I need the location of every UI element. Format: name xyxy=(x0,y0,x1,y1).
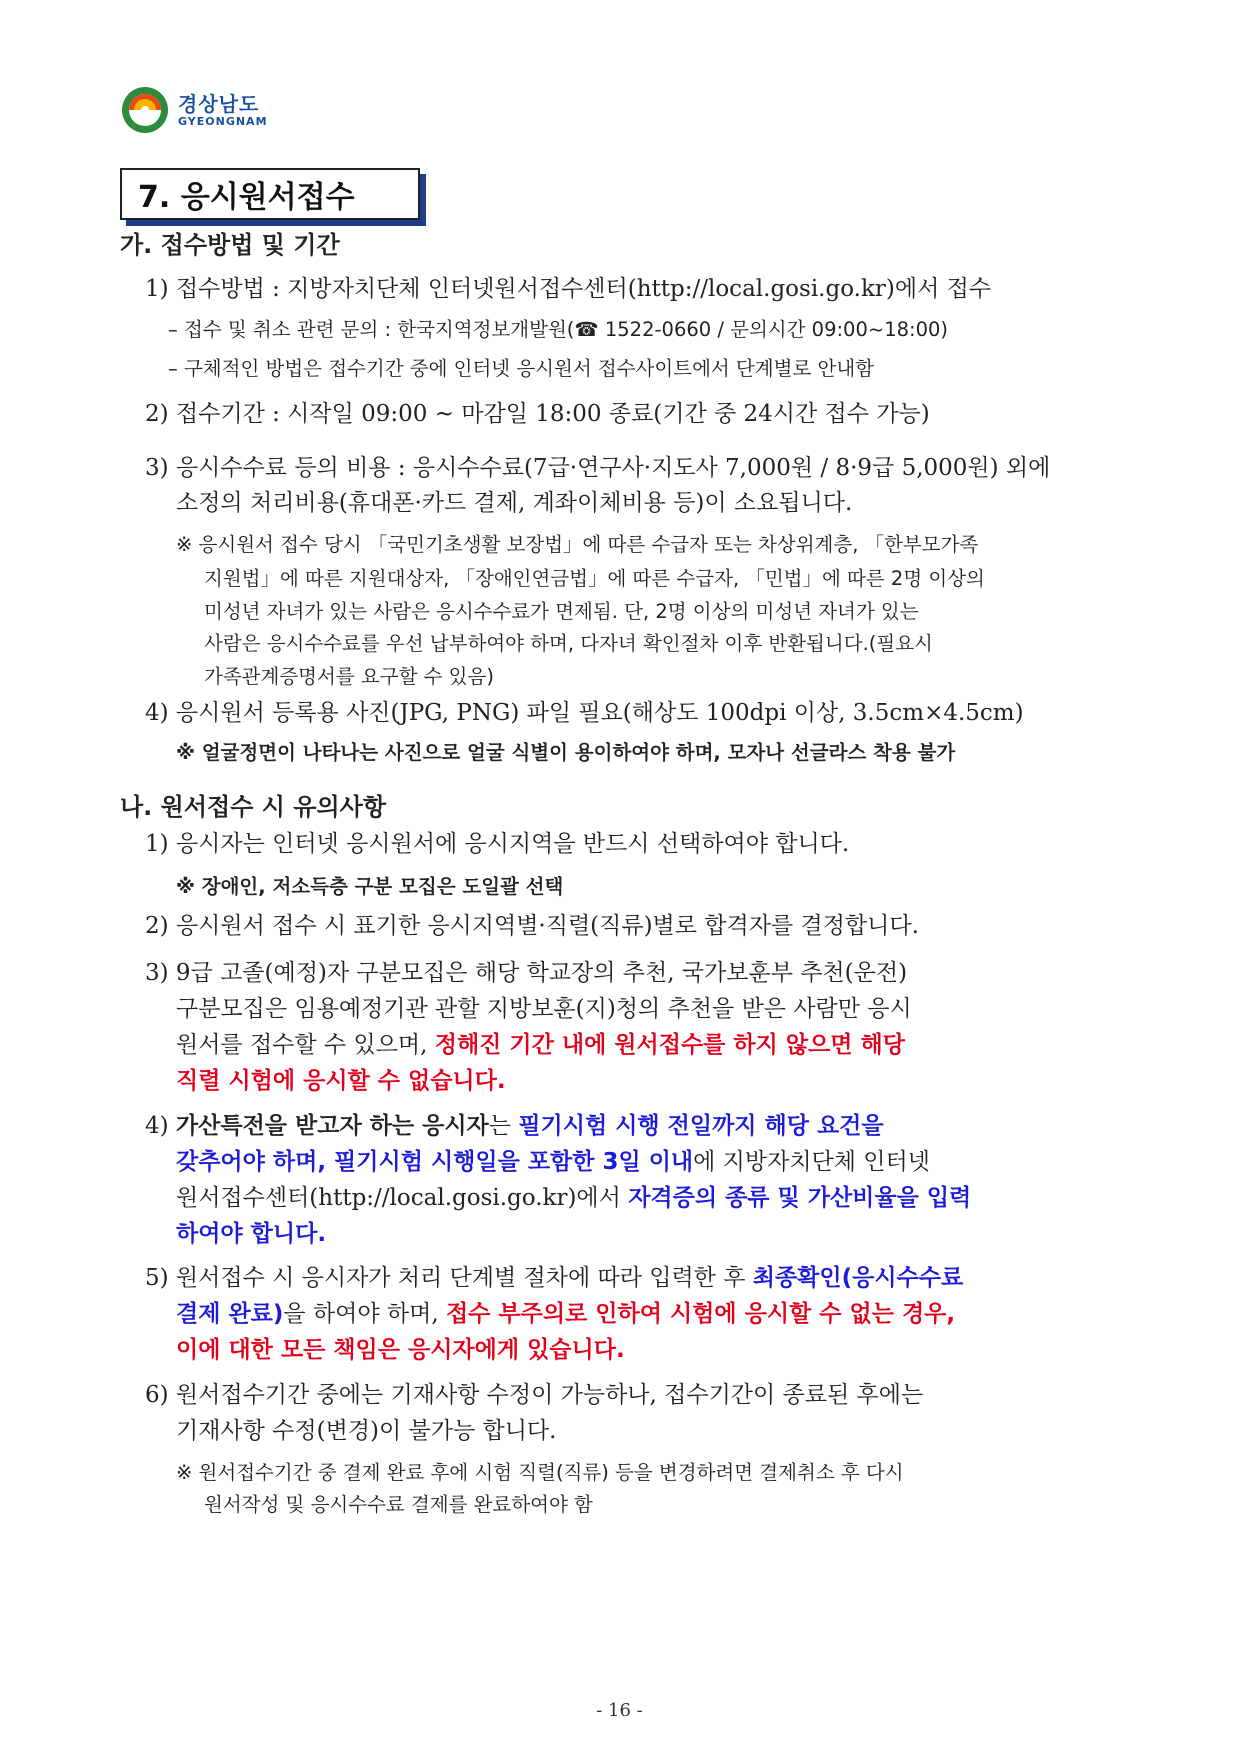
na-item-6-line-2: 기재사항 수정(변경)이 불가능 합니다. xyxy=(176,1418,557,1444)
na-item-5-emphasis-1: 최종확인(응시수수료 xyxy=(752,1265,964,1291)
gyeongnam-logo xyxy=(120,85,268,135)
na-item-5-text-2: 을 하여야 하며, xyxy=(283,1301,446,1327)
ga-item-3-line-2: 소정의 처리비용(휴대폰·카드 결제, 계좌이체비용 등)이 소요됩니다. xyxy=(176,490,853,516)
na-item-4-line-1 xyxy=(145,1109,884,1143)
na-item-4-particle: 는 xyxy=(488,1113,519,1139)
na-item-3-warning: 정해진 기간 내에 원서접수를 하지 않으면 해당 xyxy=(434,1032,905,1058)
ga-note-3-line-5: 가족관계증명서를 요구할 수 있음) xyxy=(204,665,494,688)
na-item-4-emphasis-2: 갖추어야 하며, 필기시험 시행일을 포함한 3일 이내 xyxy=(176,1149,694,1175)
ga-item-1-sub-a: – 접수 및 취소 관련 문의 : 한국지역정보개발원(☎ 1522-0660 / 문의시간 09:00~18:00) xyxy=(168,318,949,341)
na-item-4-emphasis-4: 하여야 합니다. xyxy=(176,1221,327,1247)
ga-note-3-line-2: 지원법」에 따른 지원대상자, 「장애인연금법」에 따른 수급자, 「민법」에 따른 2명 이상의 xyxy=(204,567,985,590)
logo-korean-text: 경상남도 xyxy=(178,91,260,116)
na-item-4-subject: 가산특전을 받고자 하는 응시자 xyxy=(175,1113,489,1139)
na-item-4-emphasis-1: 필기시험 시행 전일까지 해당 요건을 xyxy=(518,1113,884,1139)
ga-item-3-line-1: 3) 응시수수료 등의 비용 : 응시수수료(7급·연구사·지도사 7,000원 / 8·9급 5,000원) 외에 xyxy=(145,455,1051,481)
na-item-3-text: 원서를 접수할 수 있으며, xyxy=(176,1032,435,1058)
logo-english-text: GYEONGNAM xyxy=(178,114,268,128)
na-item-4-emphasis-3: 자격증의 종류 및 가산비율을 입력 xyxy=(628,1185,972,1211)
ga-item-1-sub-b: – 구체적인 방법은 접수기간 중에 인터넷 응시원서 접수사이트에서 단계별로 안내함 xyxy=(168,357,874,380)
ga-note-4: ※ 얼굴정면이 나타나는 사진으로 얼굴 식별이 용이하여야 하며, 모자나 선글라스 착용 불가 xyxy=(176,741,956,764)
na-item-4-text-2: 에 지방자치단체 인터넷 xyxy=(693,1149,930,1175)
na-note-1: ※ 장애인, 저소득층 구분 모집은 도일괄 선택 xyxy=(176,875,564,898)
na-item-3-line-1: 3) 9급 고졸(예정)자 구분모집은 해당 학교장의 추천, 국가보훈부 추천(운전) xyxy=(145,960,908,986)
subsection-heading-na: 나. 원서접수 시 유의사항 xyxy=(120,793,387,821)
na-item-2: 2) 응시원서 접수 시 표기한 응시지역별·직렬(직류)별로 합격자를 결정합니다. xyxy=(145,913,919,939)
na-item-5-line-2 xyxy=(176,1297,955,1331)
ga-item-1: 1) 접수방법 : 지방자치단체 인터넷원서접수센터(http://local.gosi.go.kr)에서 접수 xyxy=(145,276,992,302)
ga-item-2: 2) 접수기간 : 시작일 09:00 ~ 마감일 18:00 종료(기간 중 24시간 접수 가능) xyxy=(145,401,930,427)
na-item-6-line-1: 6) 원서접수기간 중에는 기재사항 수정이 가능하나, 접수기간이 종료된 후에는 xyxy=(145,1382,924,1408)
section-title: 7. 응시원서접수 xyxy=(120,168,420,220)
na-item-5-emphasis-2: 결제 완료) xyxy=(176,1301,284,1327)
na-item-4-number: 4) xyxy=(145,1113,176,1139)
gyeongnam-emblem-icon xyxy=(120,85,170,135)
na-item-4-line-2 xyxy=(176,1145,930,1179)
ga-note-3-line-4: 사람은 응시수수료를 우선 납부하여야 하며, 다자녀 확인절차 이후 반환됩니다.(필요시 xyxy=(204,632,933,655)
subsection-heading-ga: 가. 접수방법 및 기간 xyxy=(120,231,340,259)
na-item-3-warning-cont: 직렬 시험에 응시할 수 없습니다. xyxy=(176,1068,506,1094)
na-item-5-text-1: 5) 원서접수 시 응시자가 처리 단계별 절차에 따라 입력한 후 xyxy=(145,1265,753,1291)
na-item-1: 1) 응시자는 인터넷 응시원서에 응시지역을 반드시 선택하여야 합니다. xyxy=(145,831,850,857)
na-item-5-line-1 xyxy=(145,1261,963,1295)
na-note-6-line-1: ※ 원서접수기간 중 결제 완료 후에 시험 직렬(직류) 등을 변경하려면 결제취소 후 다시 xyxy=(176,1461,904,1484)
ga-note-3-line-1: ※ 응시원서 접수 당시 「국민기초생활 보장법」에 따른 수급자 또는 차상위계층, 「한부모가족 xyxy=(176,533,979,556)
na-item-3-line-3 xyxy=(176,1028,905,1062)
ga-note-3-line-3: 미성년 자녀가 있는 사람은 응시수수료가 면제됨. 단, 2명 이상의 미성년 자녀가 있는 xyxy=(204,600,919,623)
na-item-3-line-2: 구분모집은 임용예정기관 관할 지방보훈(지)청의 추천을 받은 사람만 응시 xyxy=(176,996,912,1022)
na-item-5-warning-2: 이에 대한 모든 책임은 응시자에게 있습니다. xyxy=(176,1337,625,1363)
page-number: - 16 - xyxy=(596,1700,643,1721)
na-note-6-line-2: 원서작성 및 응시수수료 결제를 완료하여야 함 xyxy=(204,1493,593,1516)
na-item-4-text-3: 원서접수센터(http://local.gosi.go.kr)에서 xyxy=(176,1185,629,1211)
na-item-5-warning-1: 접수 부주의로 인하여 시험에 응시할 수 없는 경우, xyxy=(445,1301,956,1327)
ga-item-4: 4) 응시원서 등록용 사진(JPG, PNG) 파일 필요(해상도 100dpi 이상, 3.5cm×4.5cm) xyxy=(145,700,1024,726)
na-item-4-line-3 xyxy=(176,1181,971,1215)
